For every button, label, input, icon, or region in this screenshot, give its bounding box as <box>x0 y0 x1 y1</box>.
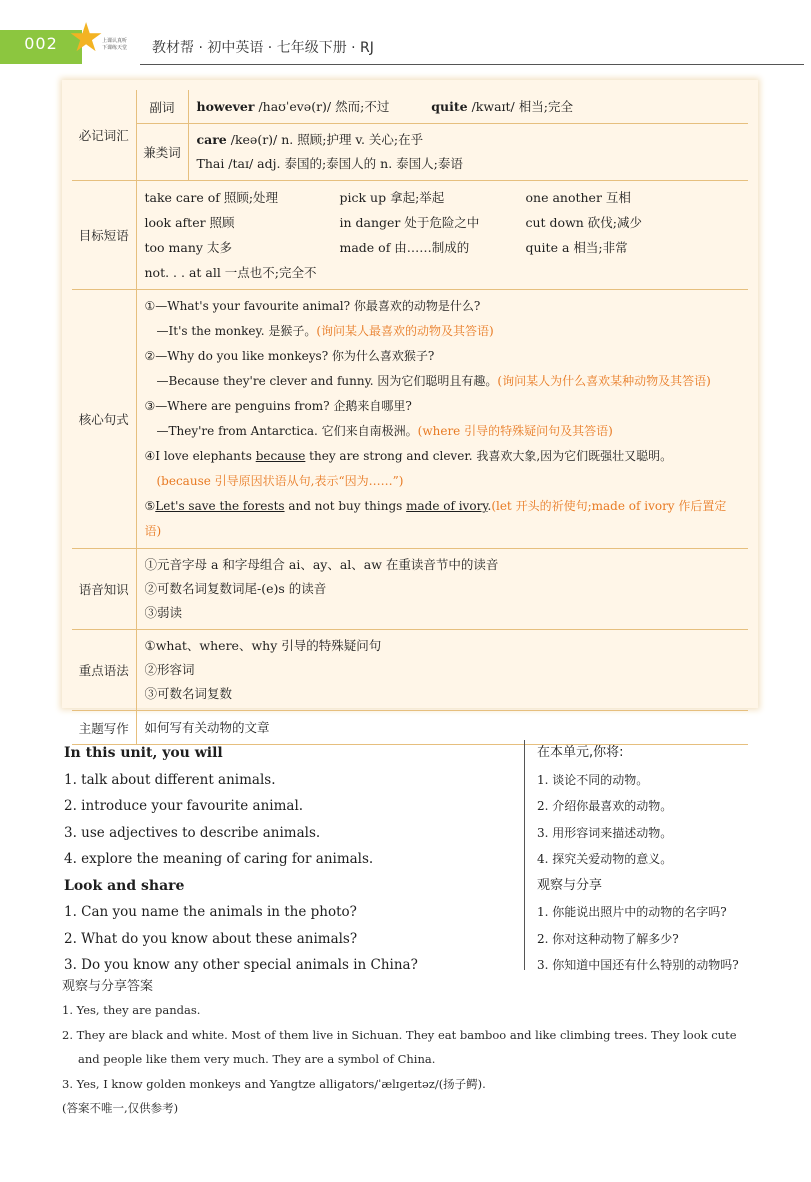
grammar-row <box>72 630 748 711</box>
page-header <box>0 0 811 70</box>
grammar-cell <box>136 630 748 711</box>
sentence-5-note: (let 开头的祈使句;made of ivory 作后置定语) <box>144 499 727 538</box>
phrase-item: one another 互相 <box>525 190 631 205</box>
sentences-head: 核心句式 <box>72 290 136 549</box>
motto-line-2: 下课练天堂 <box>102 45 128 51</box>
unit-goals-heading-zh: 在本单元,你将: <box>537 745 624 760</box>
mascot-motto <box>102 38 142 52</box>
adverb-cell <box>188 90 748 124</box>
vocab-row-multi <box>72 124 748 181</box>
phrase-item: pick up 拿起;举起 <box>339 190 445 205</box>
unit-goals-heading: In this unit, you will <box>64 745 223 761</box>
sentence-5-mid: and not buy things <box>284 499 407 513</box>
vocab-head: 必记词汇 <box>72 90 136 181</box>
sentence-3-answer <box>145 419 741 444</box>
adverb-head: 副词 <box>136 90 188 124</box>
look-share-item-zh: 3. 你知道中国还有什么特别的动物吗? <box>537 958 739 972</box>
answer-1: 1. Yes, they are pandas. <box>62 1003 201 1017</box>
vocab-row-adverb <box>72 90 748 124</box>
sentence-5-underlined-2: made of ivory <box>406 499 488 513</box>
phrase-item: not. . . at all 一点也不;完全不 <box>144 265 317 280</box>
unit-goal-item-zh: 4. 探究关爱动物的意义。 <box>537 852 673 866</box>
phrases-row <box>72 181 748 290</box>
sentence-5: ⑤Let's save the forests and not buy things made of ivory.(let 开头的祈使句;made of ivory 作后置定语) <box>144 499 727 538</box>
unit-goal-item: 2. introduce your favourite animal. <box>64 798 304 814</box>
answer-3: 3. Yes, I know golden monkeys and Yangtze alligators/ˈælɪɡeɪtəz/(扬子鳄). <box>62 1076 486 1091</box>
sentence-4-post: they are strong and clever. 我喜欢大象,因为它们既强壮又聪明。 <box>305 449 673 463</box>
sentence-1-answer-text: —It's the monkey. 是猴子。 <box>156 324 317 338</box>
sentence-4-note: (because 引导原因状语从句,表示“因为……”) <box>156 474 404 488</box>
phrase-item: made of 由……制成的 <box>339 240 470 255</box>
phonetics-row <box>72 549 748 630</box>
sentence-1-note: (询问某人最喜欢的动物及其答语) <box>316 324 494 338</box>
look-share-item-zh: 1. 你能说出照片中的动物的名字吗? <box>537 905 727 919</box>
star-mascot-icon: ★ <box>68 15 104 61</box>
def-quite: /kwaɪt/ 相当;完全 <box>471 99 573 114</box>
look-share-item: 3. Do you know any other special animals in China? <box>64 957 418 973</box>
phonetics-item: ②可数名词复数词尾-(e)s 的读音 <box>144 581 327 596</box>
multi-class-cell <box>188 124 748 181</box>
phrases-cell <box>136 181 748 290</box>
grammar-item: ③可数名词复数 <box>144 686 233 701</box>
look-share-item-zh: 2. 你对这种动物了解多少? <box>537 931 679 946</box>
unit-goal-item: 1. talk about different animals. <box>64 771 276 788</box>
answer-2-line-2: and people like them very much. They are a symbol of China. <box>78 1052 436 1066</box>
unit-goal-item: 3. use adjectives to describe animals. <box>64 824 321 841</box>
unit-goals-chinese <box>524 740 787 970</box>
sentence-4-pre: ④I love elephants <box>144 449 256 463</box>
def-however: /haʊˈevə(r)/ 然而;不过 <box>258 99 390 114</box>
sentence-2-note: (询问某人为什么喜欢某种动物及其答语) <box>497 374 711 388</box>
sentence-1-question: ①—What's your favourite animal? 你最喜欢的动物是什么? <box>144 299 481 313</box>
book-title: 教材帮 · 初中英语 · 七年级下册 · RJ <box>152 40 374 56</box>
header-rule <box>140 64 804 65</box>
writing-head: 主题写作 <box>72 711 136 745</box>
sentence-1-answer <box>145 319 741 344</box>
sentence-3-note: (where 引导的特殊疑问句及其答语) <box>417 424 613 438</box>
grammar-item: ①what、where、why 引导的特殊疑问句 <box>144 638 382 653</box>
sentence-2-question: ②—Why do you like monkeys? 你为什么喜欢猴子? <box>144 349 435 363</box>
look-share-item: 1. Can you name the animals in the photo? <box>64 904 357 920</box>
phrase-item: in danger 处于危险之中 <box>339 215 480 230</box>
phonetics-head: 语音知识 <box>72 549 136 630</box>
sentence-5-end: . <box>487 499 492 513</box>
phonetics-cell <box>136 549 748 630</box>
sentence-5-underlined-1: Let's save the forests <box>155 499 285 513</box>
word-quite: quite <box>431 99 468 114</box>
phonetics-item: ③弱读 <box>144 605 183 620</box>
sentence-2-answer <box>145 369 741 394</box>
phonetics-item: ①元音字母 a 和字母组合 ai、ay、al、aw 在重读音节中的读音 <box>144 557 499 572</box>
phrases-head: 目标短语 <box>72 181 136 290</box>
look-share-heading-zh: 观察与分享 <box>537 877 603 893</box>
sentence-3-answer-text: —They're from Antarctica. 它们来自南极洲。 <box>156 424 418 438</box>
phrase-item: too many 太多 <box>144 240 232 255</box>
sentence-3-question: ③—Where are penguins from? 企鹅来自哪里? <box>144 399 412 413</box>
motto-line-1: 上课认真听 <box>102 38 128 44</box>
word-care: care <box>196 132 227 147</box>
unit-goals-english <box>64 740 514 979</box>
sentence-4-underlined: because <box>255 449 306 463</box>
phrase-item: take care of 照顾;处理 <box>144 190 279 205</box>
answer-2-line-1: 2. They are black and white. Most of them live in Sichuan. They eat bamboo and like climbing trees. They look cute <box>62 1027 737 1042</box>
phrase-item: quite a 相当;非常 <box>525 240 628 255</box>
answers-note: (答案不唯一,仅供参考) <box>62 1101 179 1115</box>
phrase-item: look after 照顾 <box>144 215 235 230</box>
word-however: however <box>196 99 255 114</box>
unit-goal-item-zh: 2. 介绍你最喜欢的动物。 <box>537 799 673 813</box>
sentences-row <box>72 290 748 549</box>
phrases-grid <box>145 185 741 285</box>
phrase-item: cut down 砍伐;减少 <box>525 215 643 230</box>
look-share-item: 2. What do you know about these animals? <box>64 930 358 947</box>
answers-section <box>62 976 762 1121</box>
grammar-item: ②形容词 <box>144 662 195 677</box>
answers-title: 观察与分享答案 <box>62 979 154 994</box>
grammar-head: 重点语法 <box>72 630 136 711</box>
def-care: /keə(r)/ n. 照顾;护理 v. 关心;在乎 <box>230 132 424 147</box>
page-number: 002 <box>24 34 58 53</box>
unit-summary-table <box>72 90 748 745</box>
look-share-heading: Look and share <box>64 877 185 894</box>
def-thai: Thai /taɪ/ adj. 泰国的;泰国人的 n. 泰国人;泰语 <box>196 156 463 171</box>
unit-goal-item: 4. explore the meaning of caring for animals. <box>64 851 374 867</box>
sentences-cell <box>136 290 748 549</box>
writing-cell: 如何写有关动物的文章 <box>136 711 748 745</box>
sentence-2-answer-text: —Because they're clever and funny. 因为它们聪明且有趣。 <box>156 374 498 388</box>
unit-goal-item-zh: 1. 谈论不同的动物。 <box>537 772 649 787</box>
sentence-4 <box>145 444 741 469</box>
unit-goal-item-zh: 3. 用形容词来描述动物。 <box>537 825 673 840</box>
multi-class-head: 兼类词 <box>136 124 188 181</box>
